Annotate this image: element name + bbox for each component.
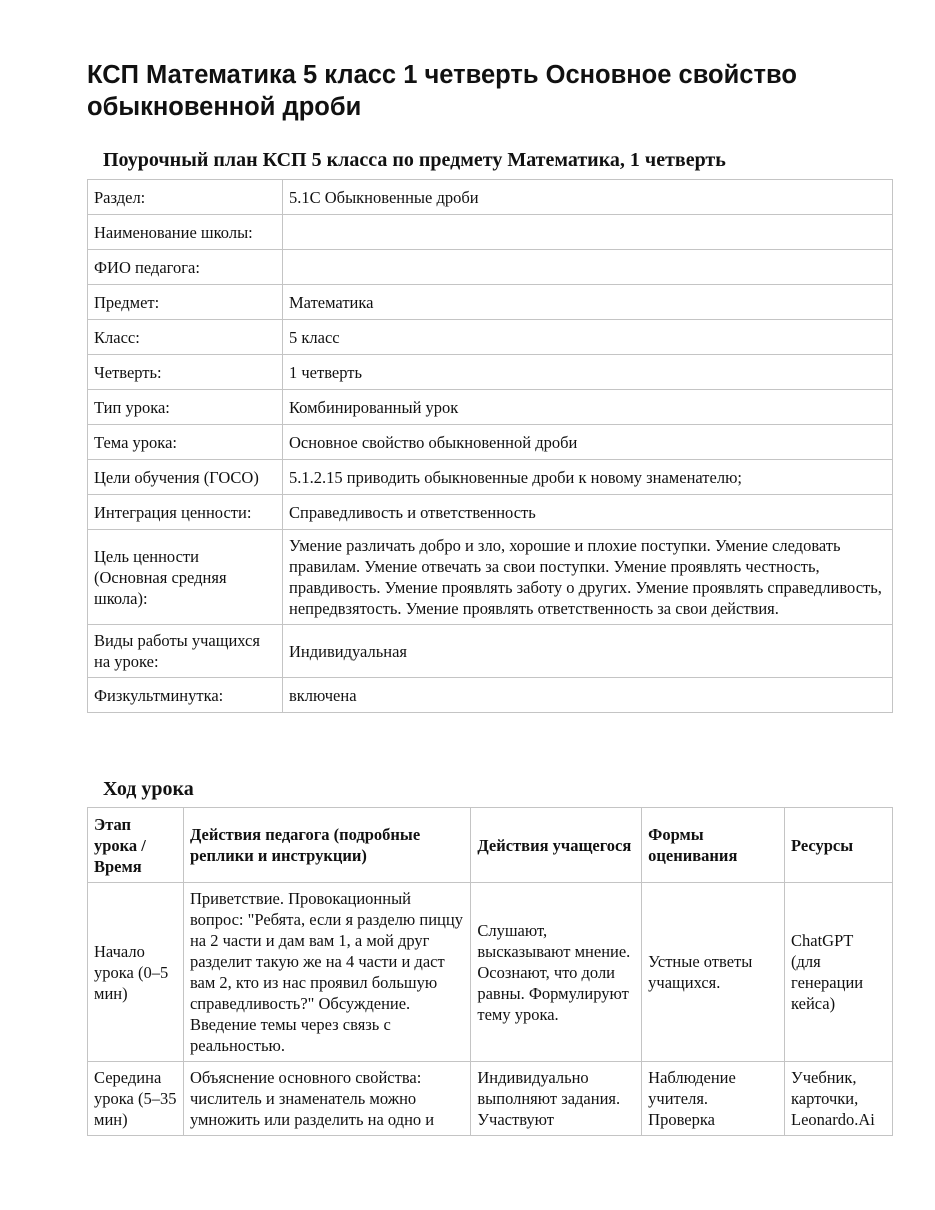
column-header: Действия учащегося: [471, 808, 642, 883]
info-value: [283, 250, 893, 285]
column-header: Ресурсы: [785, 808, 893, 883]
info-key: Раздел:: [88, 180, 283, 215]
info-value: 5 класс: [283, 320, 893, 355]
document-title: КСП Математика 5 класс 1 четверть Основное свойство обыкновенной дроби: [87, 61, 797, 121]
info-row: [88, 320, 893, 355]
table-header-row: [88, 808, 893, 883]
info-value: Индивидуальная: [283, 625, 893, 678]
info-key: Тема урока:: [88, 425, 283, 460]
info-row: [88, 425, 893, 460]
column-header: Действия педагога (подробные реплики и инструкции): [183, 808, 470, 883]
column-header: Этап урока / Время: [88, 808, 184, 883]
table-cell: Слушают, высказывают мнение. Осознают, что доли равны. Формулируют тему урока.: [471, 883, 642, 1062]
table-row: [88, 883, 893, 1062]
info-row: [88, 250, 893, 285]
info-row: [88, 530, 893, 625]
table-cell: Наблюдение учителя. Проверка: [642, 1062, 785, 1136]
info-key: Тип урока:: [88, 390, 283, 425]
info-key: Наименование школы:: [88, 215, 283, 250]
info-value: включена: [283, 678, 893, 713]
lesson-flow-heading: Ход урока: [103, 778, 194, 800]
info-value: Основное свойство обыкновенной дроби: [283, 425, 893, 460]
info-key: Цели обучения (ГОСО): [88, 460, 283, 495]
info-value: [283, 215, 893, 250]
info-row: [88, 460, 893, 495]
table-cell: Индивидуально выполняют задания. Участвуют: [471, 1062, 642, 1136]
info-row: [88, 355, 893, 390]
info-key: Виды работы учащихся на уроке:: [88, 625, 283, 678]
info-row: [88, 495, 893, 530]
lesson-info-table: [87, 179, 893, 713]
info-row: [88, 390, 893, 425]
table-cell: Устные ответы учащихся.: [642, 883, 785, 1062]
info-key: Предмет:: [88, 285, 283, 320]
info-value: Математика: [283, 285, 893, 320]
info-row: [88, 215, 893, 250]
table-cell: Начало урока (0–5 мин): [88, 883, 184, 1062]
info-row: [88, 625, 893, 678]
table-cell: Учебник, карточки, Leonardo.Ai: [785, 1062, 893, 1136]
info-key: ФИО педагога:: [88, 250, 283, 285]
table-cell: Приветствие. Провокационный вопрос: "Ребята, если я разделю пиццу на 2 части и дам вам 1, а мой друг разделит такую же на 4 части и даст вам 2, кто из нас проявил большую справедливость?" Обсуждение. Введение темы через связь с реальностью.: [183, 883, 470, 1062]
info-key: Четверть:: [88, 355, 283, 390]
table-cell: Объяснение основного свойства: числитель и знаменатель можно умножить или разделить на одно и: [183, 1062, 470, 1136]
info-value: 5.1С Обыкновенные дроби: [283, 180, 893, 215]
info-value: 1 четверть: [283, 355, 893, 390]
info-key: Интеграция ценности:: [88, 495, 283, 530]
info-value: Справедливость и ответственность: [283, 495, 893, 530]
info-row: [88, 678, 893, 713]
info-value: Комбинированный урок: [283, 390, 893, 425]
table-cell: ChatGPT (для генерации кейса): [785, 883, 893, 1062]
info-key: Класс:: [88, 320, 283, 355]
table-row: [88, 1062, 893, 1136]
info-row: [88, 180, 893, 215]
info-key: Цель ценности (Основная средняя школа):: [88, 530, 283, 625]
info-value: Умение различать добро и зло, хорошие и плохие поступки. Умение следовать правилам. Умение отвечать за свои поступки. Умение проявлять честность, правдивость. Умение проявлять заботу о других. Умение проявлять справедливость, непредвзятость. Умение проявлять ответственность за свои действия.: [283, 530, 893, 625]
plan-heading: Поурочный план КСП 5 класса по предмету Математика, 1 четверть: [103, 149, 726, 171]
table-cell: Середина урока (5–35 мин): [88, 1062, 184, 1136]
info-value: 5.1.2.15 приводить обыкновенные дроби к новому знаменателю;: [283, 460, 893, 495]
column-header: Формы оценивания: [642, 808, 785, 883]
info-key: Физкультминутка:: [88, 678, 283, 713]
lesson-flow-table: [87, 807, 893, 1136]
info-row: [88, 285, 893, 320]
